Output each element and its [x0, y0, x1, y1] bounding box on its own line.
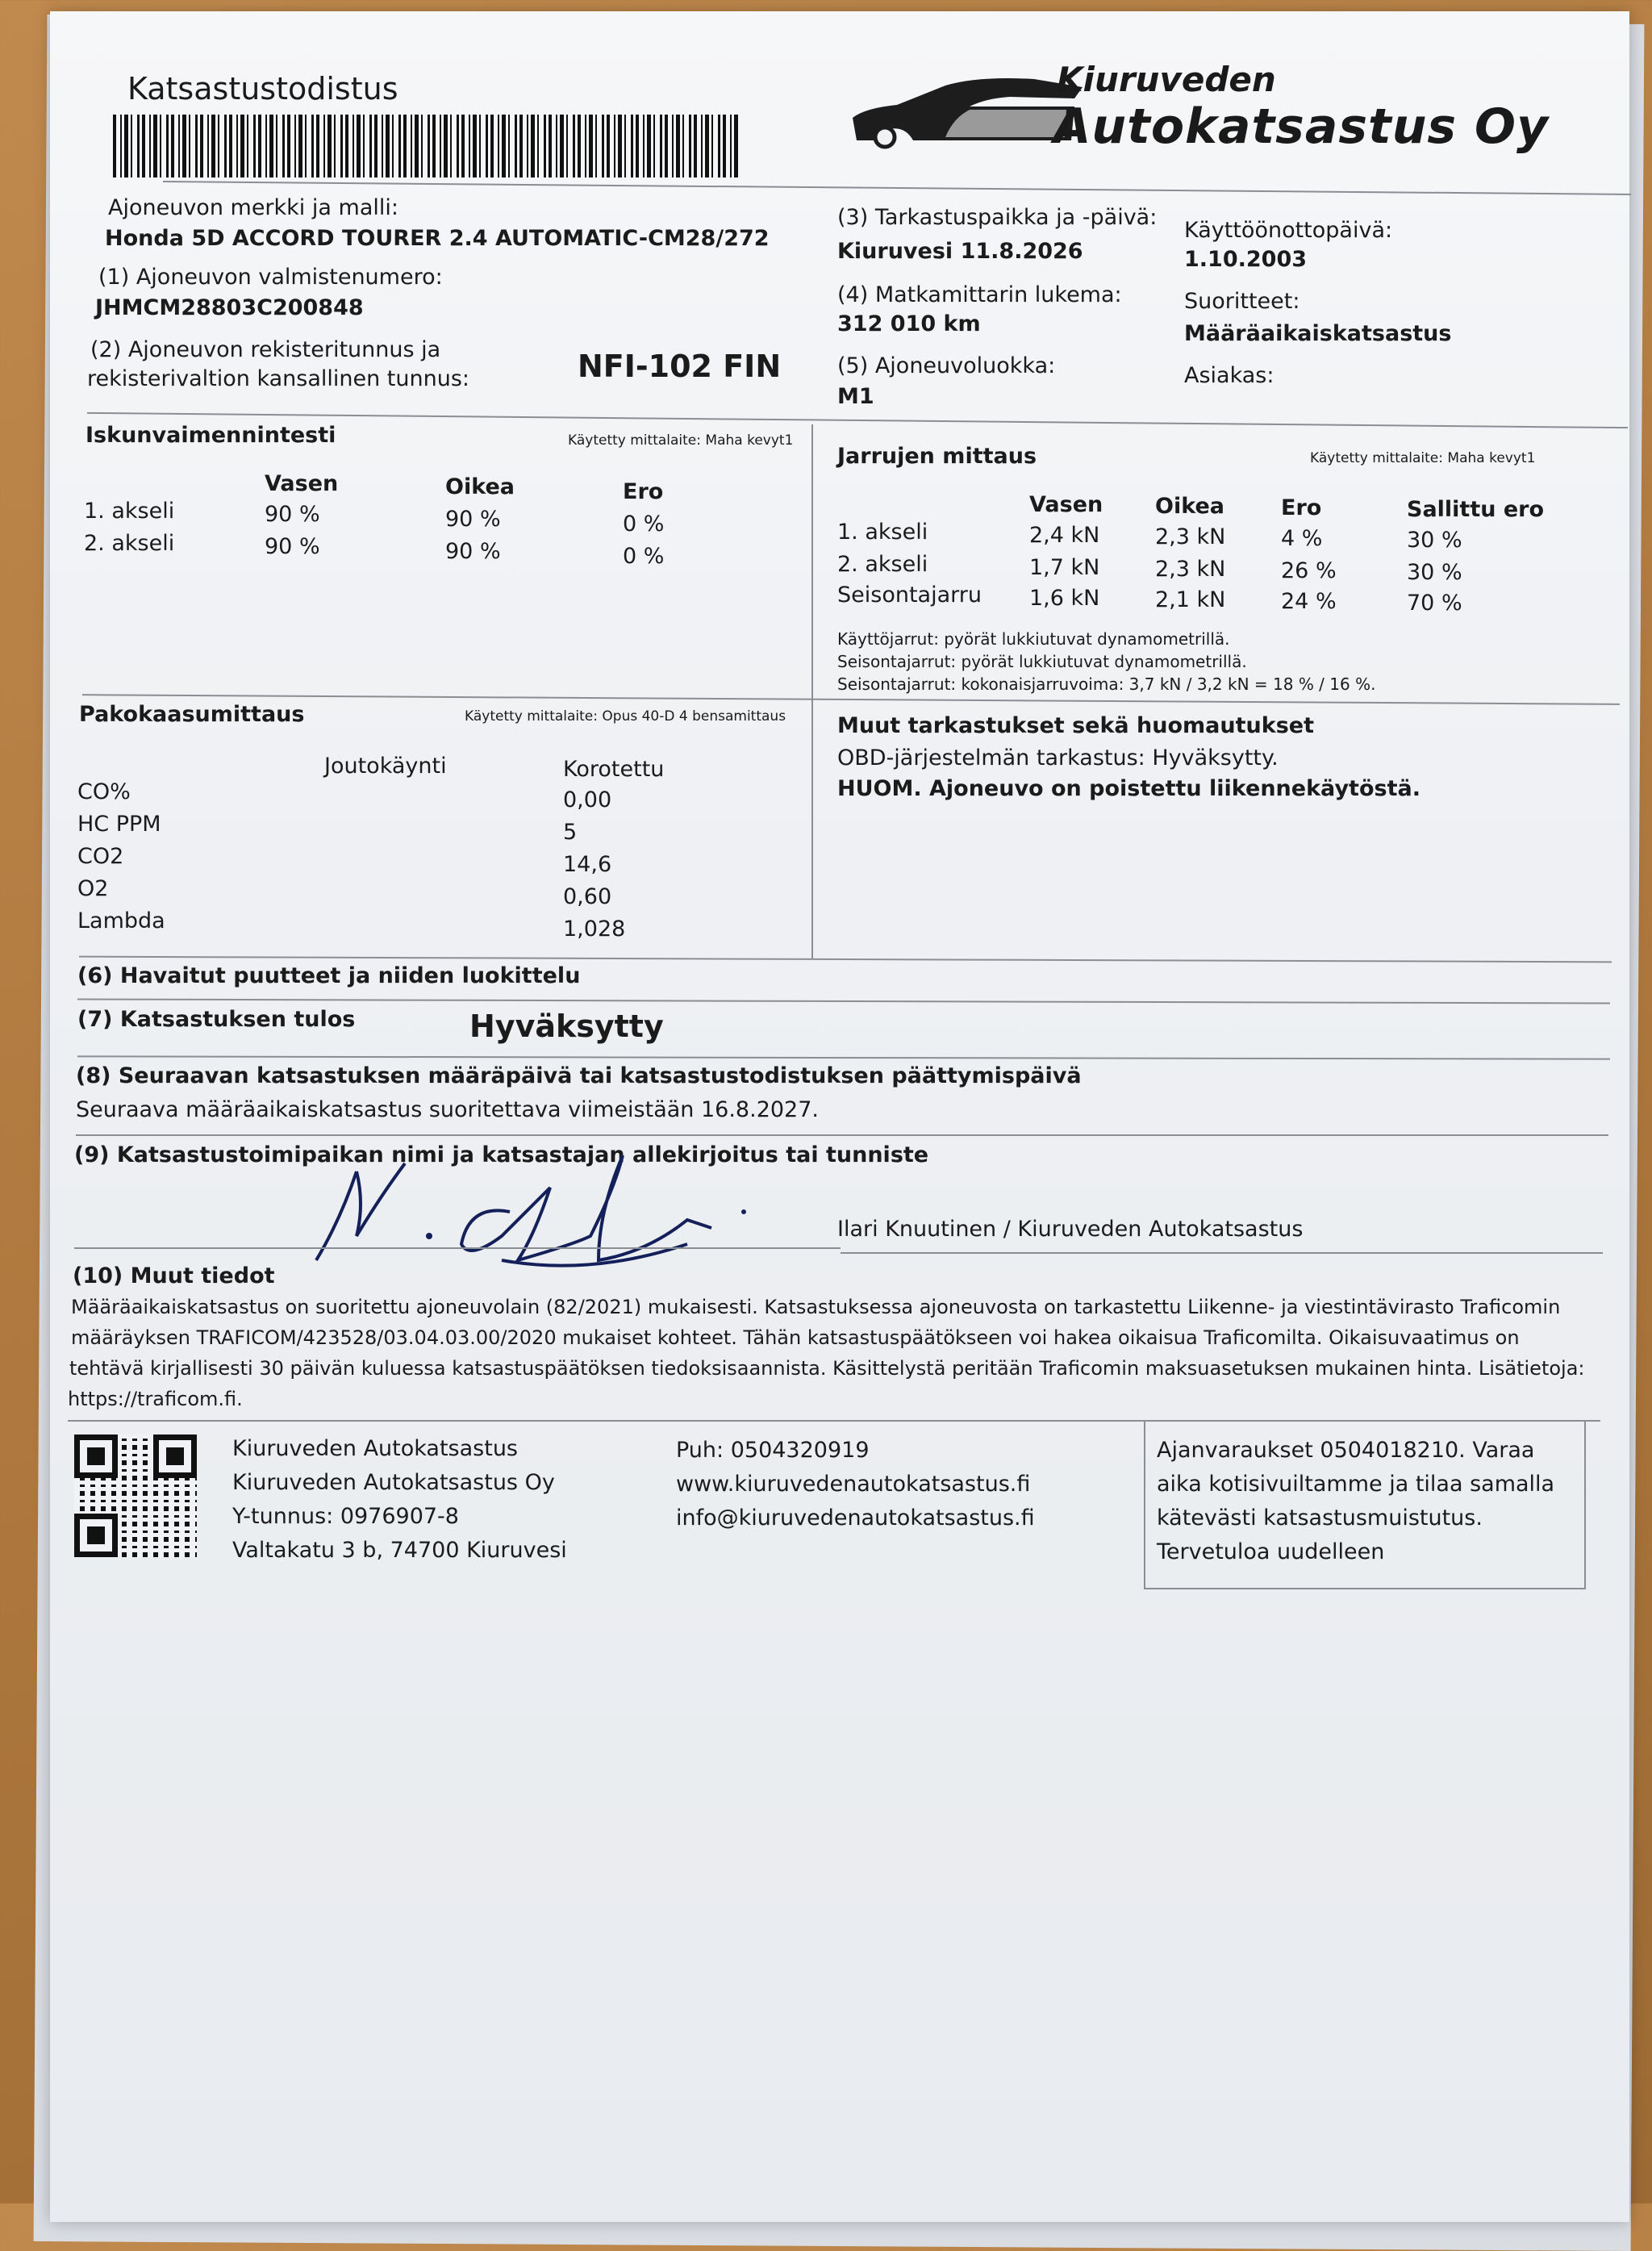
certificate-sheet [50, 11, 1629, 2222]
shock-header-diff: Ero [623, 479, 664, 504]
section-6-title: (6) Havaitut puutteet ja niiden luokittelu [77, 963, 581, 988]
place-label: (3) Tarkastuspaikka ja -päivä: [837, 205, 1158, 230]
shock-header-right: Oikea [445, 474, 515, 499]
inspector-name: Ilari Knuutinen / Kiuruveden Autokatsastus [837, 1217, 1304, 1242]
brake-device: Käytetty mittalaite: Maha kevyt1 [1310, 450, 1536, 466]
class-label: (5) Ajoneuvoluokka: [837, 353, 1056, 378]
divider-8 [77, 1055, 1610, 1059]
logo-line2: Autokatsastus Oy [1053, 98, 1550, 155]
brake-row-allowed: 30 % [1407, 528, 1462, 553]
qr-code[interactable] [74, 1435, 197, 1557]
name-line [841, 1252, 1603, 1254]
divider-9 [76, 1134, 1608, 1136]
shock-device: Käytetty mittalaite: Maha kevyt1 [568, 432, 794, 449]
reg-label-1: (2) Ajoneuvon rekisteritunnus ja [90, 337, 441, 362]
mid-divider [82, 694, 1620, 705]
booking-line: aika kotisivuiltamme ja tilaa samalla [1157, 1472, 1555, 1497]
reg-value: NFI-102 FIN [578, 349, 782, 384]
shock-row-right: 90 % [445, 539, 501, 564]
footer-phone[interactable]: Puh: 0504320919 [676, 1438, 870, 1463]
exhaust-row-label: O2 [77, 876, 109, 901]
performed-value: Määräaikaiskatsastus [1184, 321, 1452, 346]
barcode [113, 115, 738, 177]
booking-line: kätevästi katsastusmuistutus. [1157, 1506, 1483, 1531]
divider-7 [77, 999, 1610, 1004]
brake-note: Seisontajarrut: pyörät lukkiutuvat dynamometrillä. [837, 652, 1247, 671]
intro-date-value: 1.10.2003 [1184, 247, 1308, 272]
header-divider [163, 181, 1631, 195]
vin-value: JHMCM28803C200848 [95, 295, 364, 320]
brake-header-right: Oikea [1155, 494, 1224, 519]
brake-note: Käyttöjarrut: pyörät lukkiutuvat dynamometrillä. [837, 629, 1230, 649]
odometer-label: (4) Matkamittarin lukema: [837, 282, 1122, 307]
brake-note: Seisontajarrut: kokonaisjarruvoima: 3,7 kN / 3,2 kN = 18 % / 16 %. [837, 674, 1376, 694]
brake-row-label: Seisontajarru [837, 583, 982, 608]
inspection-result: Hyväksytty [469, 1009, 664, 1044]
column-divider [811, 424, 813, 958]
brake-row-label: 2. akseli [837, 552, 928, 577]
shock-title: Iskunvaimennintesti [86, 423, 336, 448]
traficom-link[interactable]: https://traficom.fi. [68, 1388, 243, 1410]
brake-header-allowed: Sallittu ero [1407, 497, 1545, 522]
other-info-line: Määräaikaiskatsastus on suoritettu ajoneuvolain (82/2021) mukaisesti. Katsastuksessa ajoneuvosta on tarkastettu Liikenne- ja viestintävirasto Traficomin [71, 1296, 1561, 1318]
brake-row-allowed: 70 % [1407, 591, 1462, 616]
exhaust-col-raised: Korotettu [563, 757, 665, 782]
class-value: M1 [837, 384, 874, 409]
brake-row-right: 2,1 kN [1155, 587, 1226, 612]
footer-email[interactable]: info@kiuruvedenautokatsastus.fi [676, 1506, 1035, 1531]
odometer-value: 312 010 km [837, 311, 981, 336]
vin-label: (1) Ajoneuvon valmistenumero: [98, 265, 443, 290]
document-title: Katsastustodistus [127, 71, 398, 106]
shock-header-left: Vasen [265, 471, 339, 496]
shock-row-left: 90 % [265, 502, 320, 527]
section-10-title: (10) Muut tiedot [73, 1263, 275, 1288]
shock-row-label: 2. akseli [84, 531, 175, 556]
next-inspection: Seuraava määräaikaiskatsastus suoritettava viimeistään 16.8.2027. [76, 1097, 819, 1122]
exhaust-row-label: HC PPM [77, 812, 161, 837]
booking-line: Ajanvaraukset 0504018210. Varaa [1157, 1438, 1535, 1463]
footer-company-1: Kiuruveden Autokatsastus [232, 1436, 518, 1461]
brake-row-left: 2,4 kN [1029, 523, 1100, 548]
exhaust-row-label: CO% [77, 779, 131, 804]
removed-note: HUOM. Ajoneuvo on poistettu liikennekäytöstä. [837, 776, 1420, 801]
other-title: Muut tarkastukset sekä huomautukset [837, 713, 1314, 738]
shock-row-left: 90 % [265, 534, 320, 559]
section-7-title: (7) Katsastuksen tulos [77, 1007, 356, 1032]
make-value: Honda 5D ACCORD TOURER 2.4 AUTOMATIC-CM28/272 [105, 226, 770, 251]
reg-label-2: rekisterivaltion kansallinen tunnus: [87, 366, 470, 391]
brake-row-left: 1,6 kN [1029, 586, 1100, 611]
exhaust-row-value: 0,60 [563, 884, 612, 909]
other-info-line: tehtävä kirjallisesti 30 päivän kuluessa katsastuspäätöksen tiedoksisaannista. Käsittelystä peritään Traficomin maksuasetuksen mukainen hinta. Lisätietoja: [69, 1357, 1585, 1380]
obd-result: OBD-järjestelmän tarkastus: Hyväksytty. [837, 745, 1279, 771]
logo-line1: Kiuruveden [1057, 60, 1276, 99]
brake-row-right: 2,3 kN [1155, 557, 1226, 582]
footer-address: Valtakatu 3 b, 74700 Kiuruvesi [232, 1538, 567, 1563]
footer-website[interactable]: www.kiuruvedenautokatsastus.fi [676, 1472, 1031, 1497]
exhaust-row-value: 14,6 [563, 852, 612, 877]
brake-row-label: 1. akseli [837, 520, 928, 545]
place-value: Kiuruvesi 11.8.2026 [837, 239, 1083, 264]
signature-line [74, 1247, 841, 1249]
signature [308, 1139, 760, 1276]
brake-row-left: 1,7 kN [1029, 555, 1100, 580]
customer-label: Asiakas: [1184, 363, 1274, 388]
brake-row-diff: 24 % [1281, 589, 1337, 614]
shock-row-right: 90 % [445, 507, 501, 532]
brake-row-diff: 26 % [1281, 558, 1337, 583]
footer-business-id: Y-tunnus: 0976907-8 [232, 1504, 459, 1529]
divider-6 [79, 956, 1612, 963]
exhaust-device: Käytetty mittalaite: Opus 40-D 4 bensamittaus [465, 708, 786, 725]
brake-row-right: 2,3 kN [1155, 524, 1226, 549]
exhaust-row-value: 5 [563, 820, 578, 845]
exhaust-row-label: CO2 [77, 844, 124, 869]
footer-company-2: Kiuruveden Autokatsastus Oy [232, 1470, 555, 1495]
exhaust-row-label: Lambda [77, 908, 165, 933]
exhaust-col-idle: Joutokäynti [324, 754, 447, 779]
booking-line: Tervetuloa uudelleen [1157, 1539, 1385, 1564]
exhaust-title: Pakokaasumittaus [79, 702, 305, 727]
brake-header-left: Vasen [1029, 492, 1103, 517]
shock-row-diff: 0 % [623, 544, 665, 569]
brake-row-allowed: 30 % [1407, 560, 1462, 585]
brake-row-diff: 4 % [1281, 526, 1323, 551]
booking-info-box [1144, 1420, 1586, 1589]
shock-row-diff: 0 % [623, 512, 665, 537]
exhaust-row-value: 0,00 [563, 787, 612, 812]
section-8-title: (8) Seuraavan katsastuksen määräpäivä tai katsastustodistuksen päättymispäivä [76, 1063, 1082, 1088]
make-label: Ajoneuvon merkki ja malli: [108, 195, 398, 220]
performed-label: Suoritteet: [1184, 289, 1300, 314]
brake-title: Jarrujen mittaus [837, 444, 1037, 469]
brake-header-diff: Ero [1281, 495, 1322, 520]
other-info-line: määräyksen TRAFICOM/423528/03.04.03.00/2020 mukaiset kohteet. Tähän katsastuspäätökseen voi hakea oikaisua Traficomilta. Oikaisuvaatimus on [71, 1326, 1520, 1349]
section-9-title: (9) Katsastustoimipaikan nimi ja katsastajan allekirjoitus tai tunniste [74, 1142, 929, 1167]
shock-row-label: 1. akseli [84, 499, 175, 524]
intro-date-label: Käyttöönottopäivä: [1184, 218, 1393, 243]
exhaust-row-value: 1,028 [563, 917, 626, 942]
